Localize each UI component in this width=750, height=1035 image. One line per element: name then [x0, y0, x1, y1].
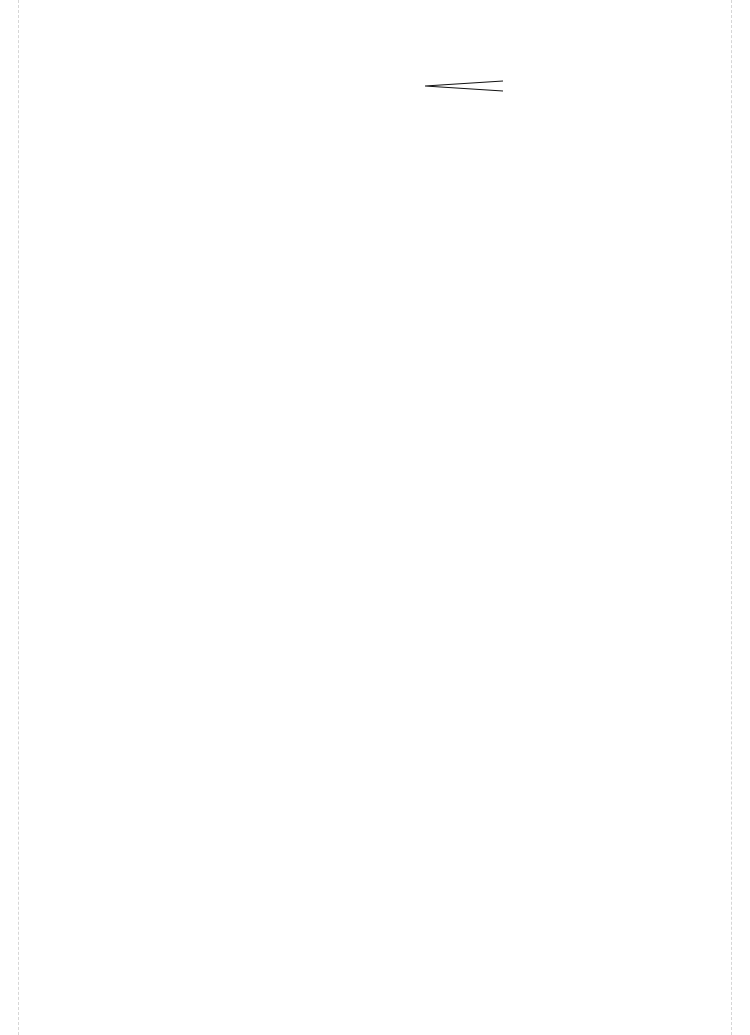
watermark-left [2, 0, 16, 1035]
watermark-right [734, 0, 748, 1035]
decrescendo-hairpin [425, 80, 505, 92]
top-music-row [0, 48, 750, 88]
margin-line-right [731, 0, 732, 1035]
margin-line-left [18, 0, 19, 1035]
fingering-info [40, 216, 46, 231]
